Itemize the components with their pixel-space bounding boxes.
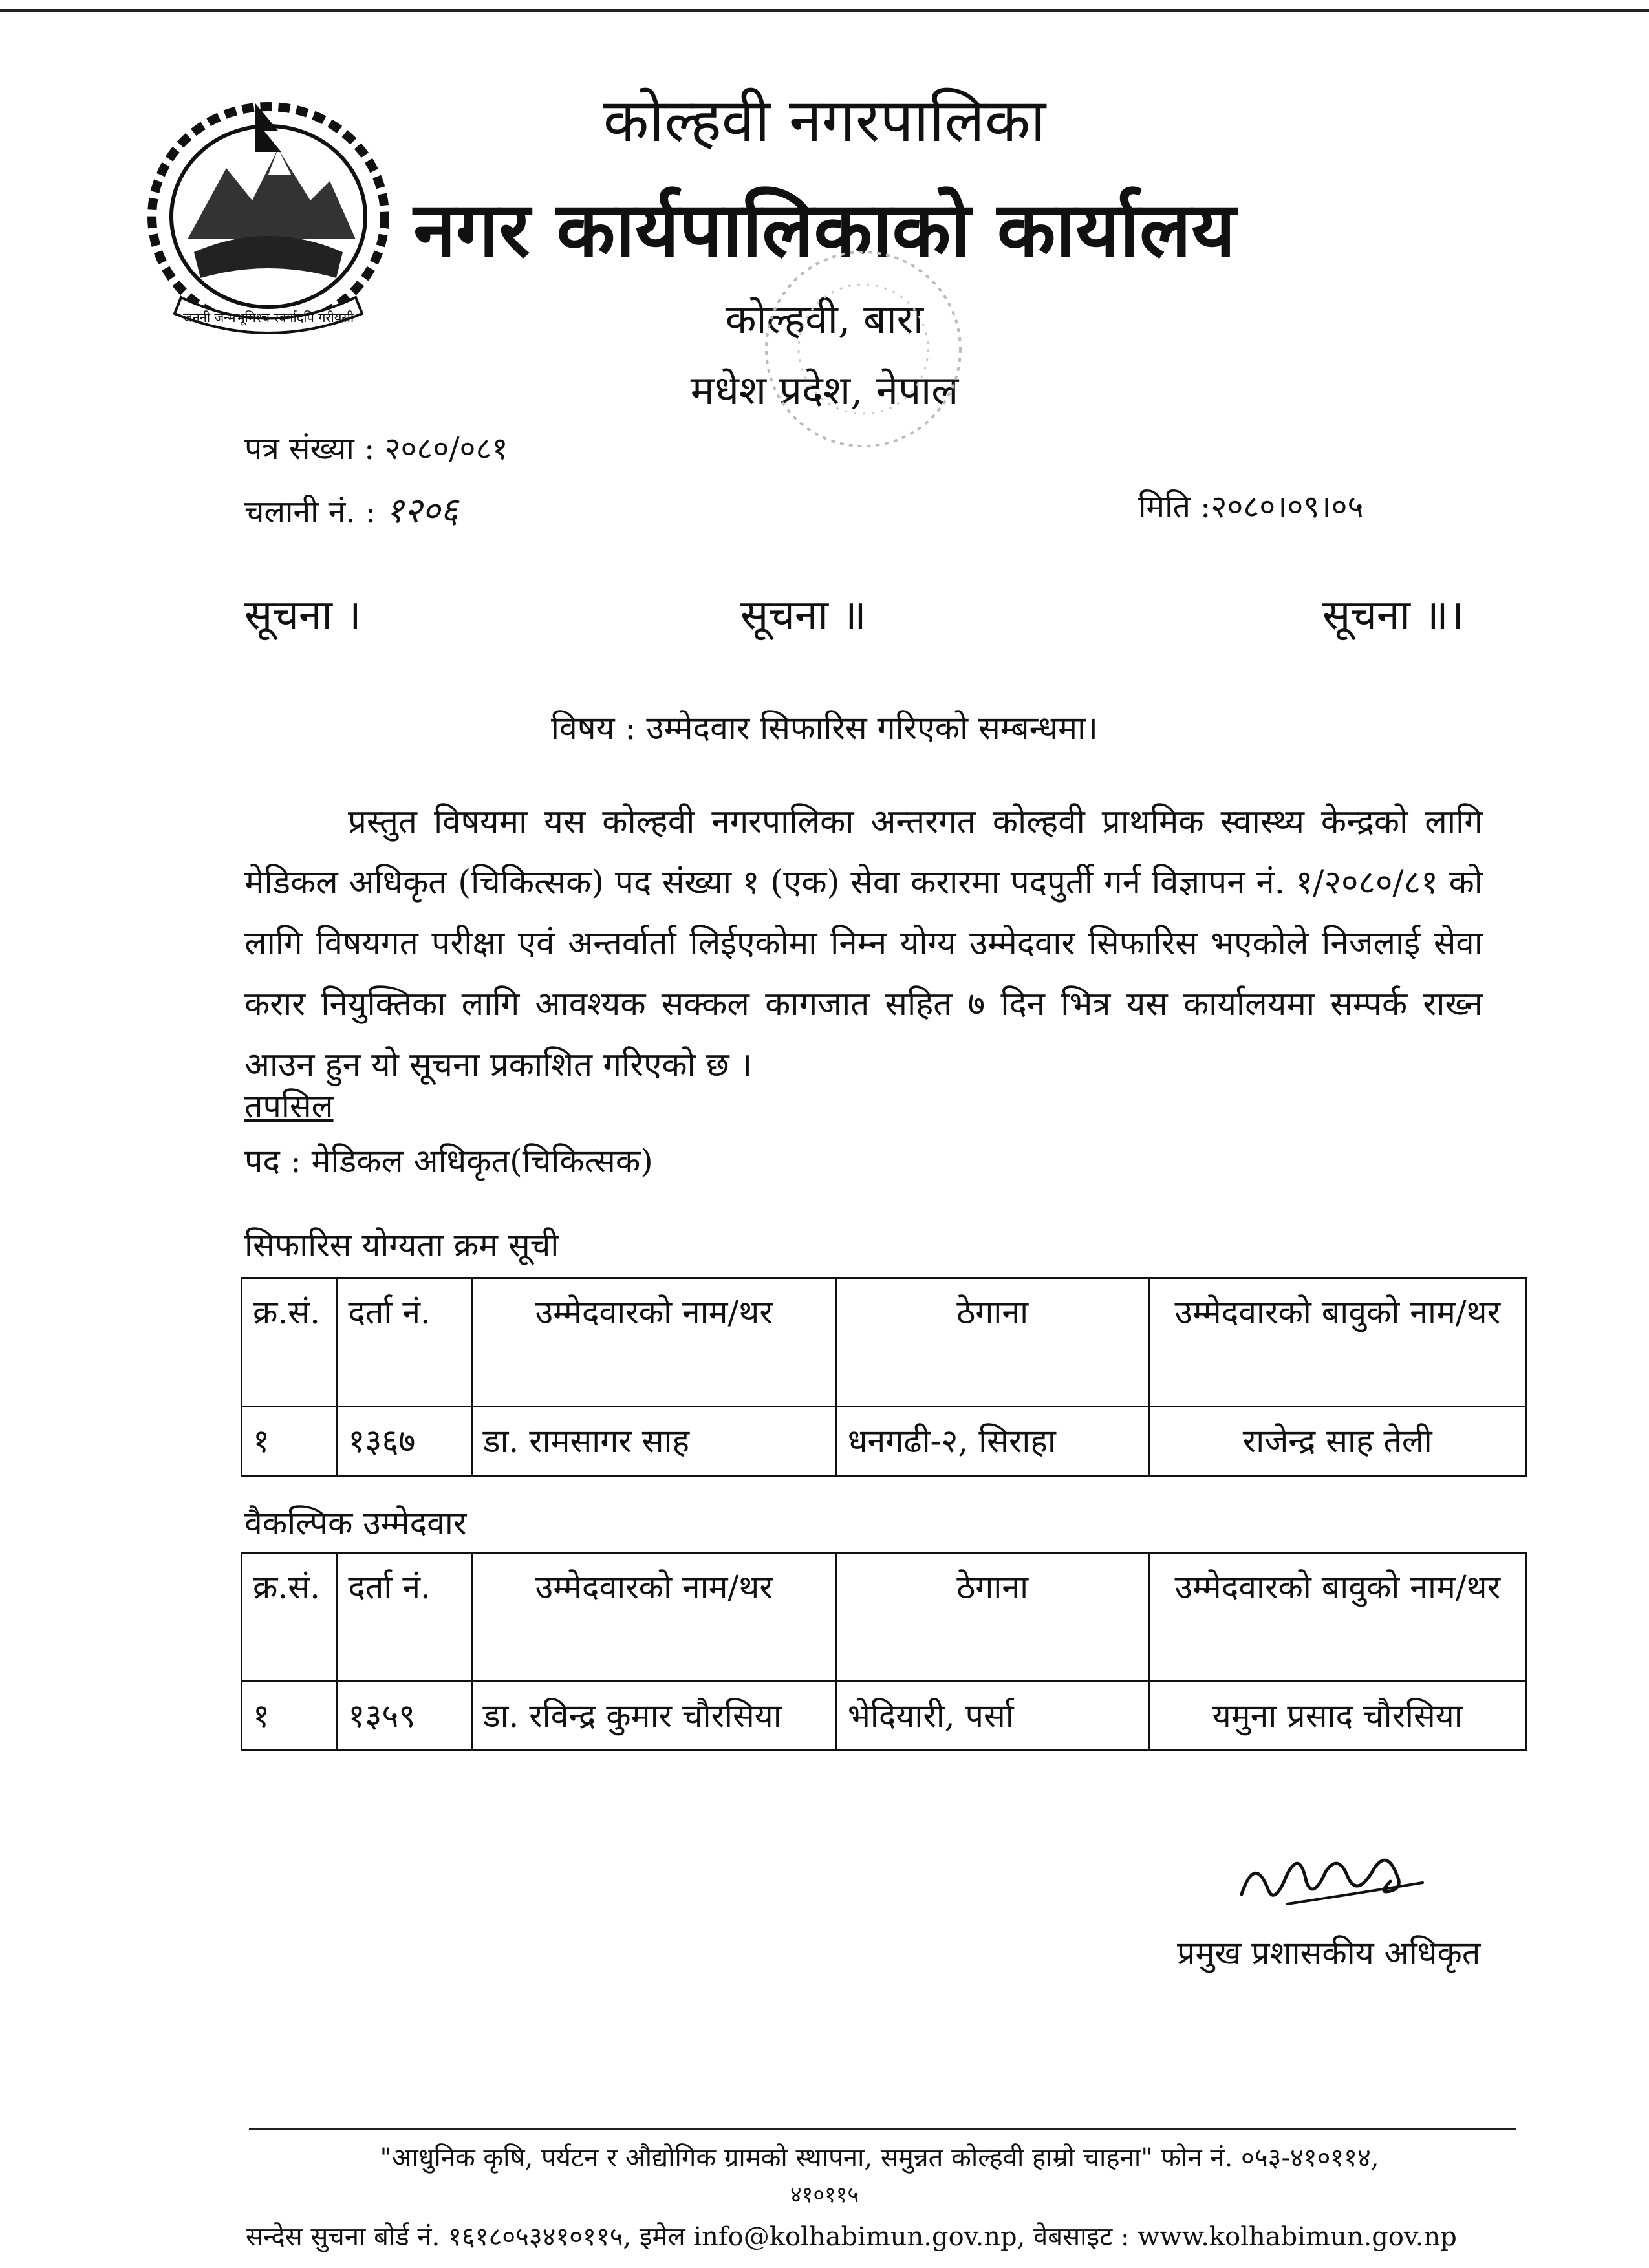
letter-date: मिति :२०८०।०९।०५ — [1138, 489, 1364, 525]
cell-registration: १३५९ — [337, 1682, 471, 1751]
table-header-row — [242, 1553, 1527, 1682]
col-serial: क्र.सं. — [242, 1278, 337, 1407]
col-candidate-name: उम्मेदवारको नाम/थर — [471, 1278, 836, 1407]
office-stamp-icon — [757, 233, 970, 465]
col-serial: क्र.सं. — [242, 1553, 337, 1682]
footer-contact: सन्देस सुचना बोर्ड नं. १६१८०५३४१०११५, इमेल info@kolhabimun.gov.np, वेबसाइट : www.kolhabimun.gov.np — [246, 2222, 1457, 2252]
municipality-name: कोल्हवी नगरपालिका — [603, 86, 1046, 155]
recommended-table — [241, 1277, 1527, 1477]
svg-text:जननी जन्मभूमिश्च स्वर्गादपि गर: जननी जन्मभूमिश्च स्वर्गादपि गरीयसी — [182, 310, 354, 325]
col-father-name: उम्मेदवारको बावुको नाम/थर — [1148, 1553, 1526, 1682]
signature-icon — [1229, 1843, 1436, 1920]
footer-slogan: "आधुनिक कृषि, पर्यटन र औद्योगिक ग्रामको स्थापना, समुन्नत कोल्हवी हाम्रो चाहना" फोन नं. ०५३-४१०११४, — [380, 2143, 1379, 2173]
cell-candidate-name: डा. रविन्द्र कुमार चौरसिया — [471, 1682, 836, 1751]
col-father-name: उम्मेदवारको बावुको नाम/थर — [1148, 1278, 1526, 1407]
notice-heading-2: सूचना ॥ — [740, 592, 867, 639]
alternate-table — [241, 1552, 1527, 1751]
col-address: ठेगाना — [836, 1553, 1148, 1682]
body-paragraph: प्रस्तुत विषयमा यस कोल्हवी नगरपालिका अन्तरगत कोल्हवी प्राथमिक स्वास्थ्य केन्द्रको लागि मेडिकल अधिकृत (चिकित्सक) पद संख्या १ (एक) सेवा करारमा पदपुर्ती गर्न विज्ञापन नं. १/२०८०/८१ को लागि विषयगत परीक्षा एवं अन्तर्वार्ता लिईएकोमा निम्न योग्य उम्मेदवार सिफारिस भएकोले निजलाई सेवा करार नियुक्तिका लागि आवश्यक सक्कल कागजात सहित ७ दिन भित्र यस कार्यालयमा सम्पर्क राख्न आउन हुन यो सूचना प्रकाशित गरिएको छ । — [244, 803, 1483, 1084]
cell-serial: १ — [242, 1682, 337, 1751]
office-province: मधेश प्रदेश, नेपाल — [690, 367, 959, 414]
col-registration: दर्ता नं. — [337, 1278, 471, 1407]
table-row — [242, 1682, 1527, 1751]
alternate-list-title: वैकल्पिक उम्मेदवार — [244, 1504, 467, 1542]
cell-registration: १३६७ — [337, 1407, 471, 1476]
footer-divider — [249, 2128, 1516, 2130]
dispatch-number: चलानी नं. : १२०६ — [244, 490, 458, 531]
office-location: कोल्हवी, बारा — [725, 295, 924, 343]
cell-serial: १ — [242, 1407, 337, 1476]
table-header-row — [242, 1278, 1527, 1407]
office-name: नगर कार्यपालिकाको कार्यालय — [413, 184, 1236, 274]
cell-father-name: यमुना प्रसाद चौरसिया — [1148, 1682, 1526, 1751]
cell-father-name: राजेन्द्र साह तेली — [1148, 1407, 1526, 1476]
post-name: पद : मेडिकल अधिकृत(चिकित्सक) — [244, 1142, 653, 1180]
cell-candidate-name: डा. रामसागर साह — [471, 1407, 836, 1476]
recommended-list-title: सिफारिस योग्यता क्रम सूची — [244, 1226, 559, 1264]
notice-heading-3: सूचना ॥। — [1322, 592, 1464, 639]
col-candidate-name: उम्मेदवारको नाम/थर — [471, 1553, 836, 1682]
cell-address: भेदियारी, पर्सा — [836, 1682, 1148, 1751]
details-heading: तपसिल — [244, 1087, 334, 1125]
col-registration: दर्ता नं. — [337, 1553, 471, 1682]
letter-number: पत्र संख्या : २०८०/०८१ — [244, 431, 508, 467]
table-row — [242, 1407, 1527, 1476]
notice-heading-1: सूचना । — [244, 592, 361, 639]
signer-title: प्रमुख प्रशासकीय अधिकृत — [1177, 1934, 1481, 1972]
cell-address: धनगढी-२, सिराहा — [836, 1407, 1148, 1476]
footer-phone-cont: ४१०११५ — [790, 2182, 859, 2208]
top-border-line — [0, 9, 1649, 12]
col-address: ठेगाना — [836, 1278, 1148, 1407]
subject-line: विषय : उम्मेदवार सिफारिस गरिएको सम्बन्धमा। — [551, 709, 1098, 747]
